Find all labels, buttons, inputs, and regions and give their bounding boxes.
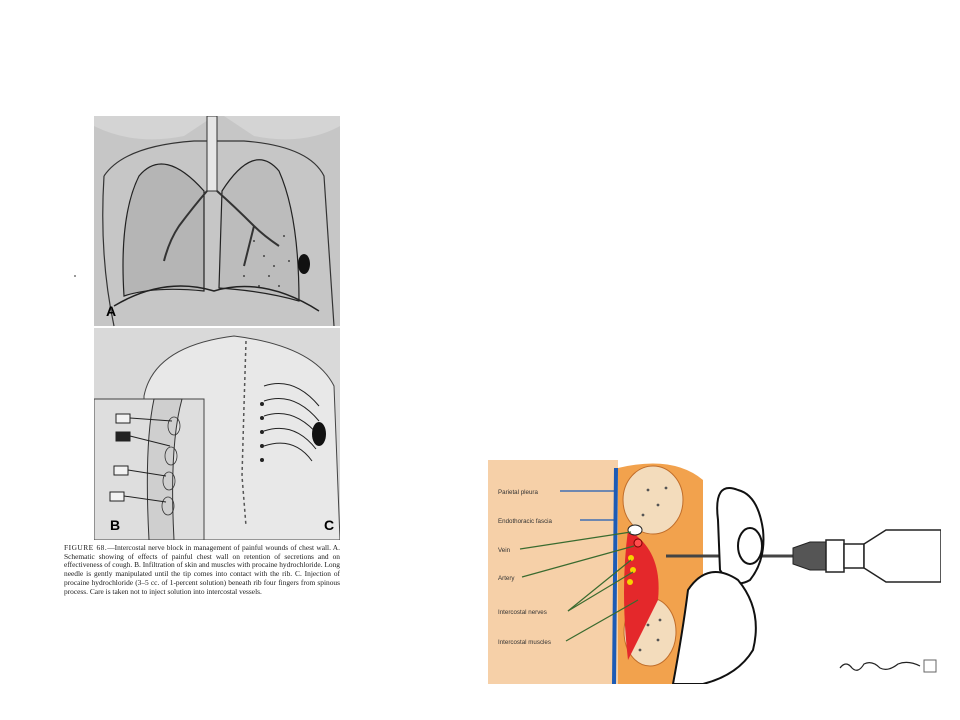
stray-dot	[74, 275, 76, 277]
label-intercostal-nerves: Intercostal nerves	[498, 609, 547, 616]
anatomy-illustration	[488, 460, 941, 684]
label-vein: Vein	[498, 547, 511, 554]
pleura-line	[614, 468, 616, 684]
figure-intercostal-block-plate	[94, 116, 340, 540]
caption-lead: FIGURE 68.	[64, 543, 108, 552]
artery-shape	[634, 539, 642, 547]
lung-left-shape	[123, 164, 204, 296]
plate-illustration	[94, 116, 340, 540]
label-parietal-pleura: Parietal pleura	[498, 489, 538, 496]
caption-body: —Intercostal nerve block in management of painful wounds of chest wall. A. Schematic showing of effects of painful chest wall on retention of secretions and on effectiveness of cough. B. Infiltration of skin and muscles with procaine hydrochloride. Long needle is gently manipulated until the tip comes into contact with the rib. C. Injection of procaine hydrochloride (3–5 cc. of 1-percent solution) beneath rib four fingers from spinous process. Care is taken not to inject solution into intercostal vessels.	[64, 543, 340, 596]
panel-a-label: A	[106, 303, 117, 319]
wound-mark	[298, 254, 310, 274]
label-endothoracic-fascia: Endothoracic fascia	[498, 518, 552, 525]
label-intercostal-muscles: Intercostal muscles	[498, 639, 551, 646]
vein-shape	[628, 525, 642, 535]
figure-intercostal-anatomy	[488, 460, 941, 684]
upper-rib	[623, 466, 683, 534]
panel-b-label: B	[110, 517, 121, 533]
panel-c-label: C	[324, 517, 335, 533]
figure-caption	[64, 544, 340, 596]
syringe-barrel	[864, 530, 941, 582]
label-artery: Artery	[498, 575, 515, 582]
